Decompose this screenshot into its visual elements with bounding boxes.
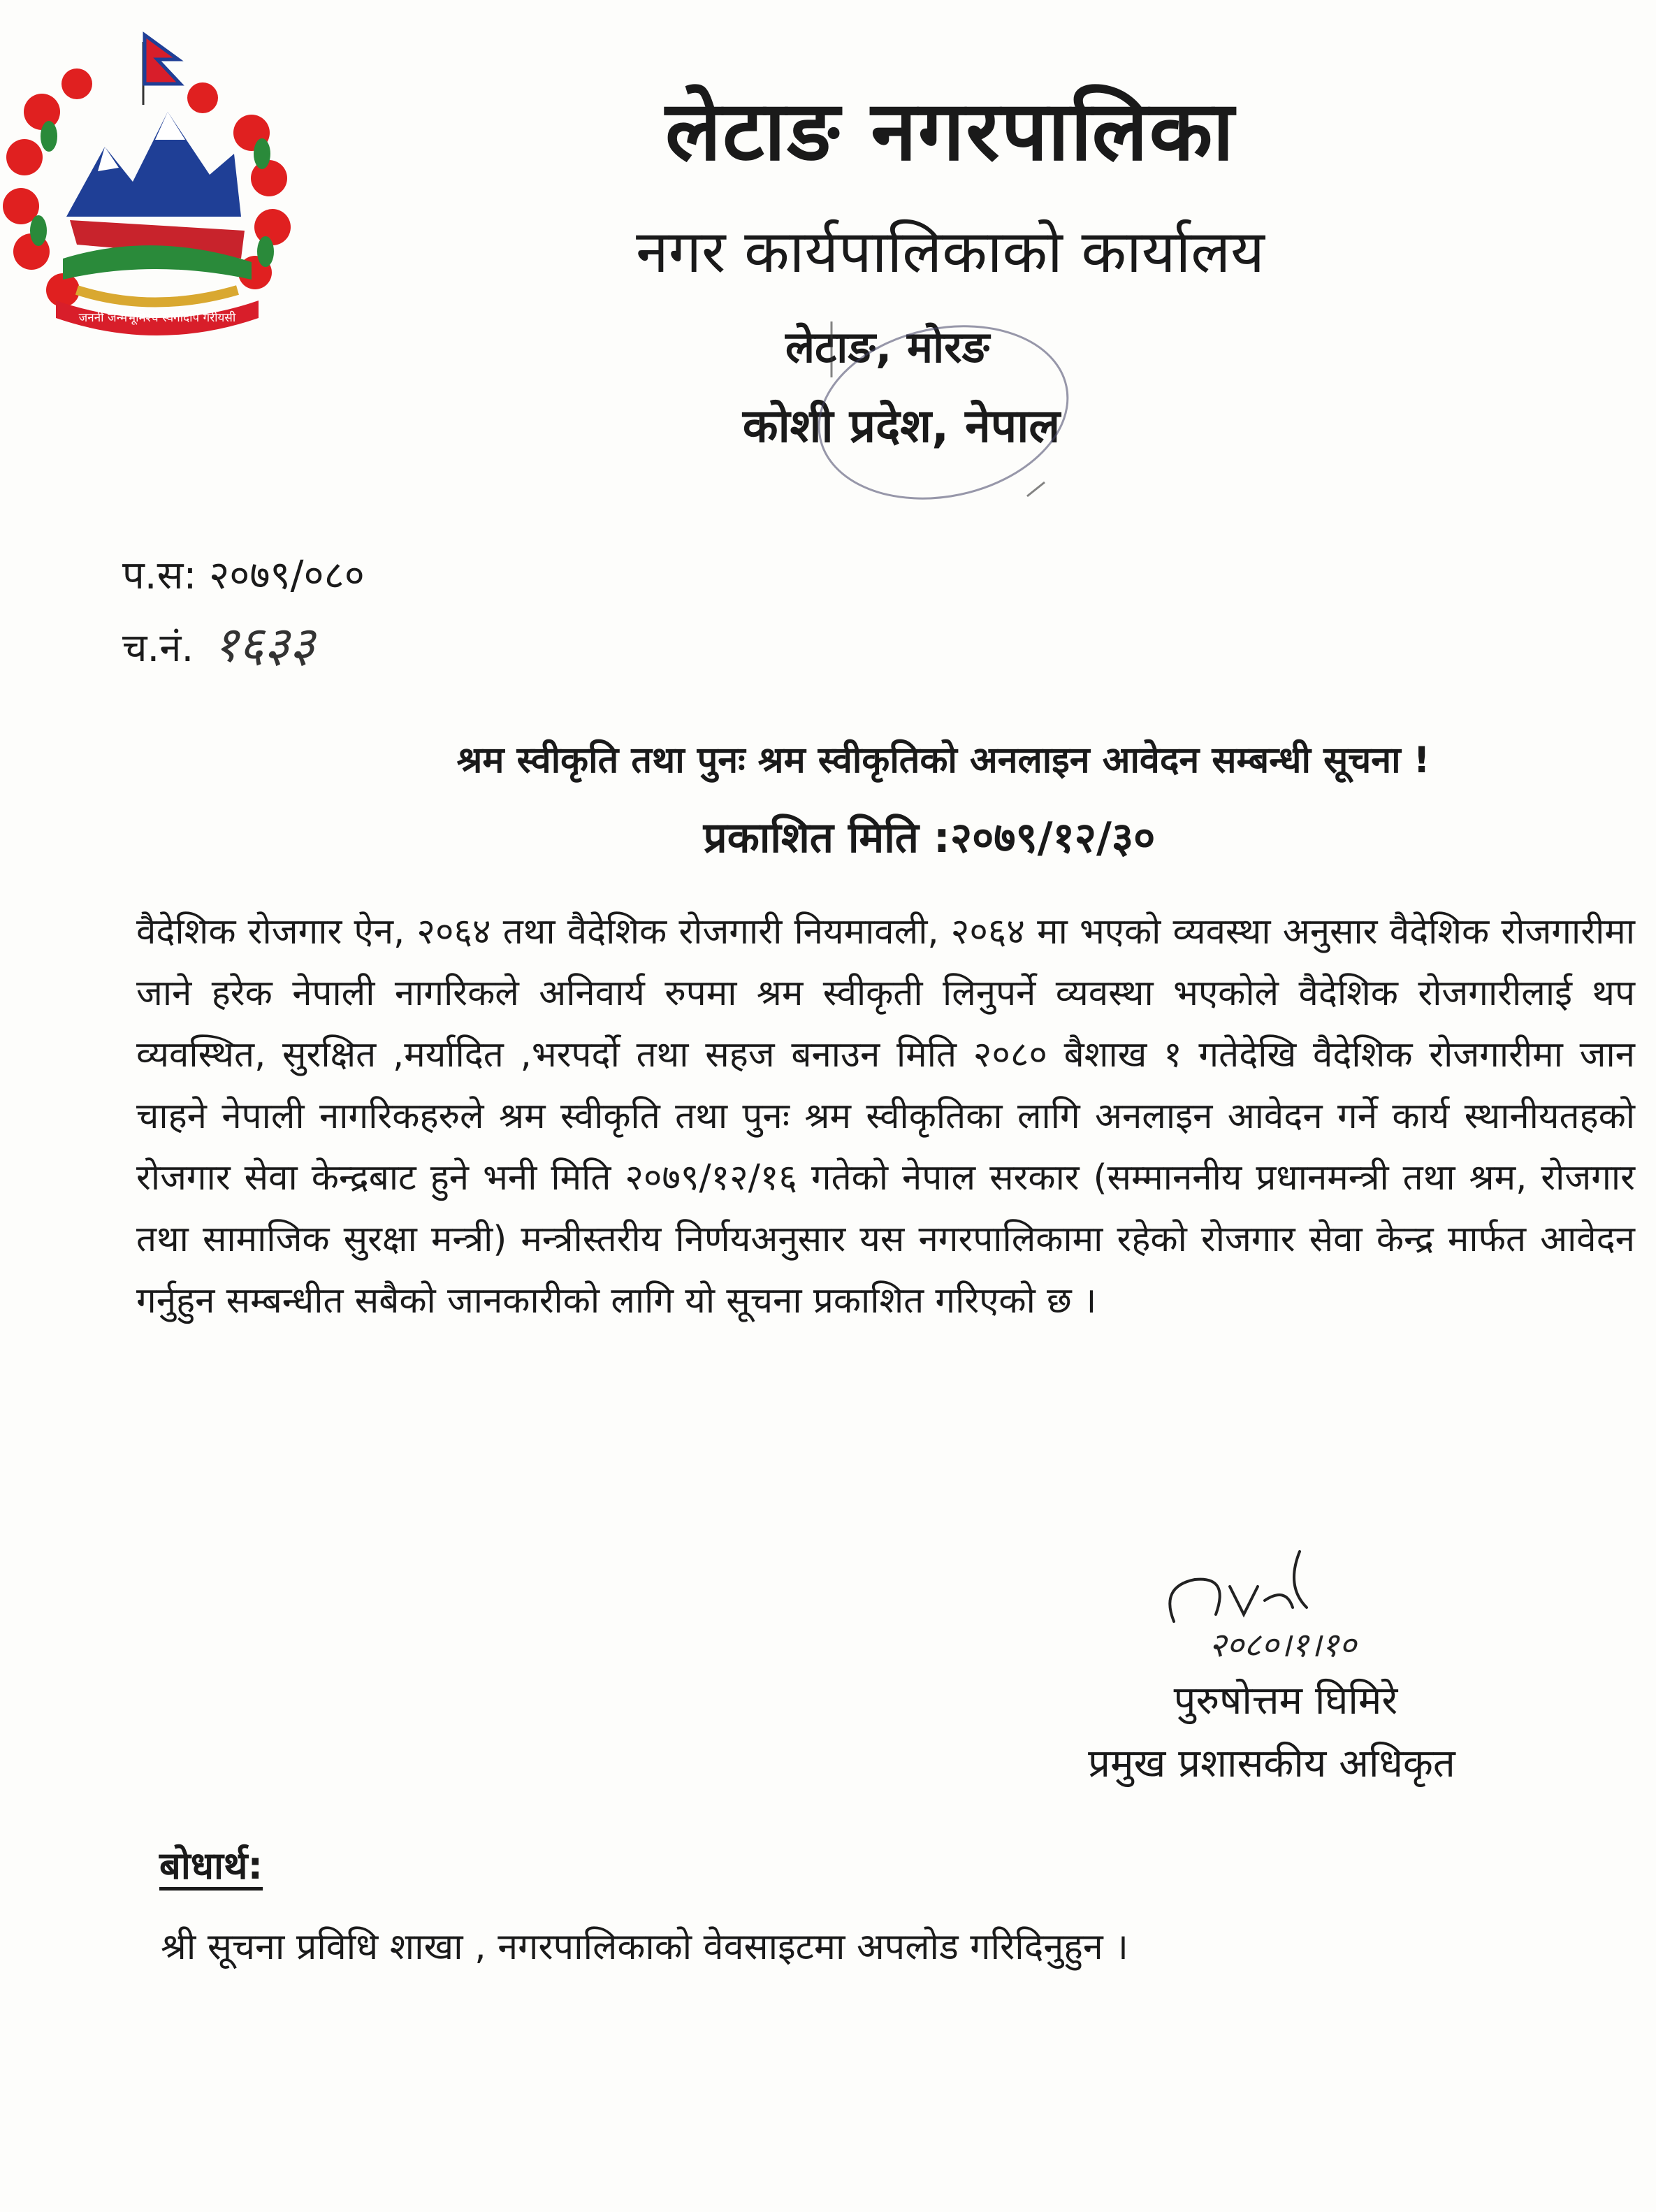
office-name: नगर कार्यपालिकाको कार्यालय [636,217,1265,286]
nepal-emblem-icon [0,28,314,335]
office-location: लेटाङ, मोरङ [785,321,989,373]
fiscal-year-line [122,552,365,599]
municipality-name: लेटाङ नगरपालिका [665,82,1235,179]
emblem-motto: जननी जन्मभूमिश्च स्वर्गादपि गरीयसी [78,311,236,325]
office-province: कोशी प्रदेश, नेपाल [742,399,1061,453]
signer-designation: प्रमुख प्रशासकीय अधिकृत [1088,1741,1455,1786]
notice-title: श्रम स्वीकृति तथा पुनः श्रम स्वीकृतिको अनलाइन आवेदन सम्बन्धी सूचना ! [456,739,1430,781]
handwritten-signature [1153,1545,1474,1684]
dispatch-number-handwritten: १६३३ [213,616,315,673]
notice-body: वैदेशिक रोजगार ऐन, २०६४ तथा वैदेशिक रोजगारी नियमावली, २०६४ मा भएको व्यवस्था अनुसार वैदेशिक रोजगारीमा जाने हरेक नेपाली नागरिकले अनिवार्य रुपमा श्रम स्वीकृती लिनुपर्ने व्यवस्था भएकोले वैदेशिक रोजगारीलाई थप व्यवस्थित, सुरक्षित ,मर्यादित ,भरपर्दो तथा सहज बनाउन मिति २०८० बैशाख १ गतेदेखि वैदेशिक रोजगारीमा जान चाहने नेपाली नागरिकहरुले श्रम स्वीकृति तथा पुनः श्रम स्वीकृतिका लागि अनलाइन आवेदन गर्ने कार्य स्थानीयतहको रोजगार सेवा केन्द्रबाट हुने भनी मिति २०७९/१२/१६ गतेको नेपाल सरकार (सम्माननीय प्रधानमन्त्री तथा श्रम, रोजगार तथा सामाजिक सुरक्षा मन्त्री) मन्त्रीस्तरीय निर्णयअनुसार यस नगरपालिकामा रहेको रोजगार सेवा केन्द्र मार्फत आवेदन गर्नुहुन सम्बन्धीत सबैको जानकारीको लागि यो सूचना प्रकाशित गरिएको छ । [136,911,1635,1322]
signer-name: पुरुषोत्तम घिमिरे [1173,1678,1398,1723]
signature-date: २०८०।१।१० [1209,1626,1357,1665]
fiscal-year-value: २०७९/०८० [209,553,365,598]
fiscal-year-label: प.स: [122,553,197,598]
dispatch-label: च.नं. [122,626,194,671]
dispatch-number-line [122,615,315,674]
cc-recipient: श्री सूचना प्रविधि शाखा , नगरपालिकाको वेवसाइटमा अपलोड गरिदिनुहुन । [161,1926,1128,1968]
cc-label: बोधार्थ: [159,1844,263,1888]
office-stamp-icon [804,308,1097,517]
nepal-flag-icon [143,35,180,105]
published-date: प्रकाशित मिति :२०७९/१२/३० [703,814,1156,862]
